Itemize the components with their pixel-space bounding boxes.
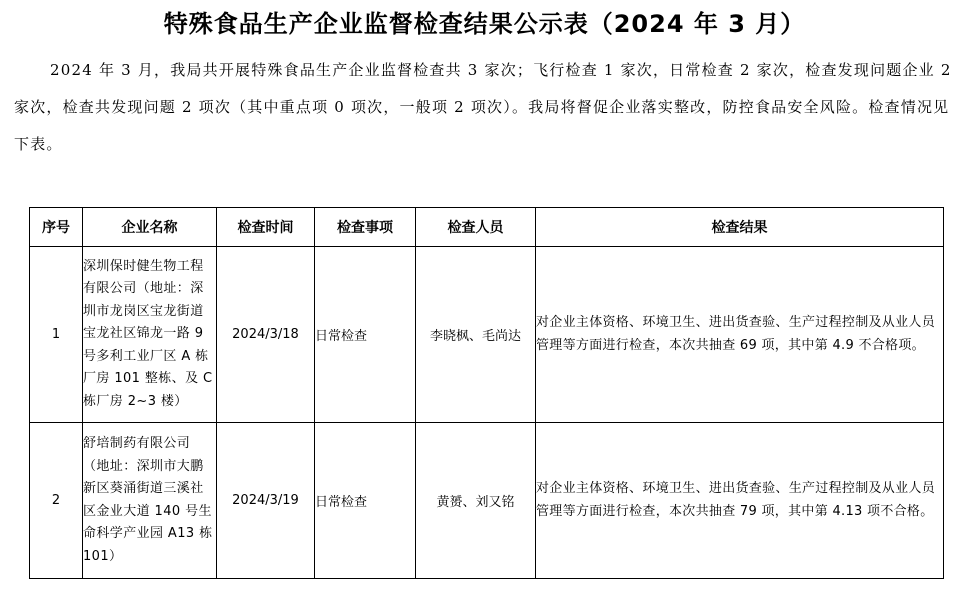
row-result: 对企业主体资格、环境卫生、进出货查验、生产过程控制及从业人员管理等方面进行检查，本次共抽查 79 项，其中第 4.13 项不合格。 (536, 423, 944, 579)
row-inspectors: 黄赟、刘又铭 (416, 423, 536, 579)
table-row (30, 423, 944, 579)
row-result: 对企业主体资格、环境卫生、进出货查验、生产过程控制及从业人员管理等方面进行检查，本次共抽查 69 项，其中第 4.9 不合格项。 (536, 247, 944, 423)
header-company: 企业名称 (83, 208, 217, 247)
table-row (30, 247, 944, 423)
header-index: 序号 (30, 208, 83, 247)
row-type: 日常检查 (315, 247, 416, 423)
row-company: 舒培制药有限公司（地址：深圳市大鹏新区葵涌街道三溪社区金业大道 140 号生命科学产业园 A13 栋 101） (83, 423, 217, 579)
row-inspectors: 李晓枫、毛尚达 (416, 247, 536, 423)
row-date: 2024/3/19 (217, 423, 315, 579)
row-company: 深圳保时健生物工程有限公司（地址：深圳市龙岗区宝龙街道宝龙社区锦龙一路 9 号多利工业厂区 A 栋厂房 101 整栋、及 C 栋厂房 2~3 楼） (83, 247, 217, 423)
header-date: 检查时间 (217, 208, 315, 247)
row-index: 2 (30, 423, 83, 579)
intro-paragraph: 2024 年 3 月，我局共开展特殊食品生产企业监督检查共 3 家次；飞行检查 1 家次，日常检查 2 家次，检查发现问题企业 2 家次，检查共发现问题 2 项次（其中重点项 0 项次，一般项 2 项次）。我局将督促企业落实整改，防控食品安全风险。检查情况见下表。 (14, 61, 952, 153)
row-date: 2024/3/18 (217, 247, 315, 423)
header-type: 检查事项 (315, 208, 416, 247)
header-inspectors: 检查人员 (416, 208, 536, 247)
table-header-row (30, 208, 944, 247)
row-index: 1 (30, 247, 83, 423)
inspection-results-table (29, 207, 944, 579)
row-type: 日常检查 (315, 423, 416, 579)
header-result: 检查结果 (536, 208, 944, 247)
page-title: 特殊食品生产企业监督检查结果公示表（2024 年 3 月） (163, 10, 806, 38)
